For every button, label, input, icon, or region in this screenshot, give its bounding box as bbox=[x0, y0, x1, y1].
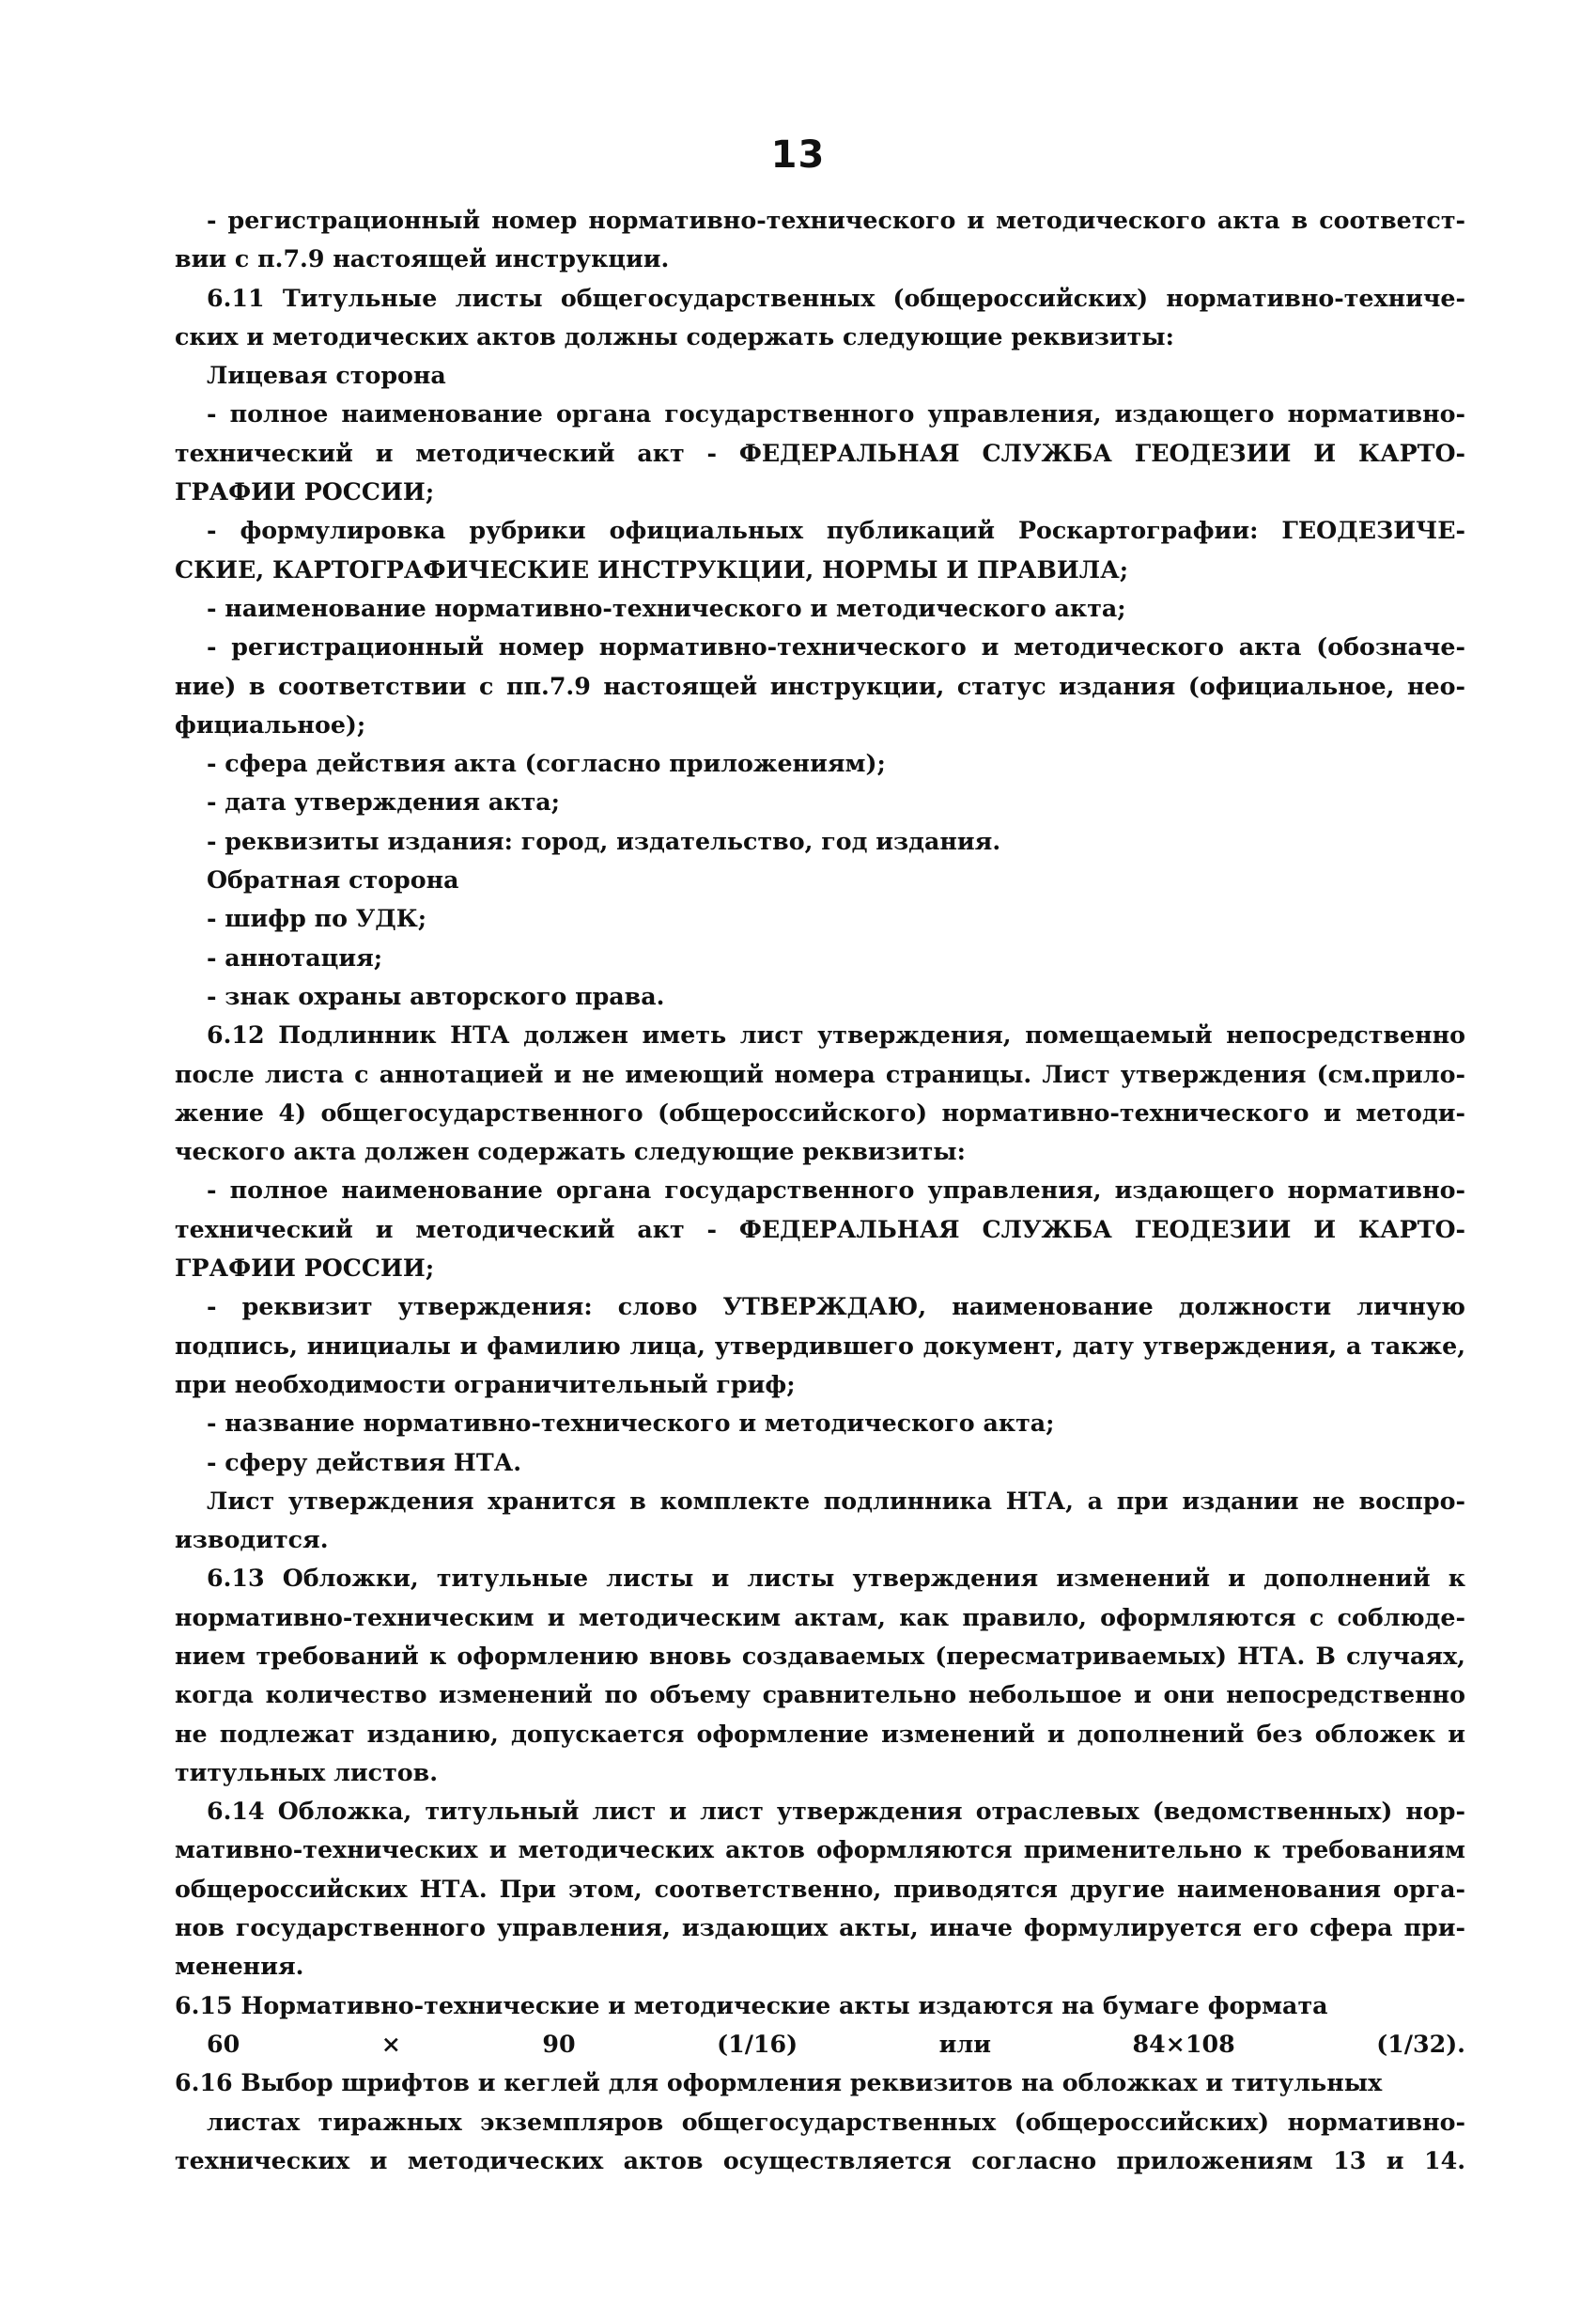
text-line: не подлежат изданию, допускается оформление изменений и дополнений без обложек и bbox=[175, 1719, 1465, 1748]
text-line: - наименование нормативно-технического и методического акта; bbox=[207, 593, 1126, 622]
text-line: жение 4) общегосударственного (общероссийского) нормативно-технического и методи- bbox=[175, 1098, 1465, 1127]
text-line: нормативно-техническим и методическим актам, как правило, оформляются с соблюде- bbox=[175, 1602, 1465, 1631]
text-line: Лицевая сторона bbox=[207, 361, 446, 390]
text-line: ГРАФИИ РОССИИ; bbox=[175, 1254, 435, 1283]
text-line: нием требований к оформлению вновь создаваемых (пересматриваемых) НТА. В случаях, bbox=[175, 1641, 1465, 1670]
text-line: подпись, инициалы и фамилию лица, утвердившего документ, дату утверждения, а также, bbox=[175, 1331, 1465, 1360]
text-line: технический и методический акт - ФЕДЕРАЛЬНАЯ СЛУЖБА ГЕОДЕЗИИ И КАРТО- bbox=[175, 438, 1465, 467]
text-line: - формулировка рубрики официальных публикаций Роскартографии: ГЕОДЕЗИЧЕ- bbox=[207, 516, 1465, 545]
text-line: Лист утверждения хранится в комплекте подлинника НТА, а при издании не воспро- bbox=[207, 1486, 1465, 1515]
text-line: листах тиражных экземпляров общегосударственных (общероссийских) нормативно- bbox=[207, 2107, 1465, 2136]
text-line: нов государственного управления, издающих акты, иначе формулируется его сфера при- bbox=[175, 1913, 1465, 1942]
text-line: - аннотация; bbox=[207, 942, 383, 972]
text-line: титульных листов. bbox=[175, 1757, 439, 1786]
text-line: ческого акта должен содержать следующие реквизиты: bbox=[175, 1137, 966, 1166]
text-line: - сфера действия акта (согласно приложениям); bbox=[207, 749, 886, 778]
text-line: технический и методический акт - ФЕДЕРАЛЬНАЯ СЛУЖБА ГЕОДЕЗИИ И КАРТО- bbox=[175, 1214, 1465, 1243]
text-line: ние) в соответствии с пп.7.9 настоящей инструкции, статус издания (официальное, нео- bbox=[175, 671, 1465, 700]
text-line: - регистрационный номер нормативно-технического и методического акта (обозначе- bbox=[207, 632, 1465, 662]
text-line: мативно-технических и методических актов оформляются применительно к требованиям bbox=[175, 1835, 1465, 1864]
text-line: 6.13 Обложки, титульные листы и листы утверждения изменений и дополнений к bbox=[207, 1564, 1465, 1593]
text-line: Обратная сторона bbox=[207, 865, 459, 895]
text-line: - полное наименование органа государственного управления, издающего нормативно- bbox=[207, 399, 1465, 428]
text-line: после листа с аннотацией и не имеющий номера страницы. Лист утверждения (см.прило- bbox=[175, 1059, 1465, 1088]
text-line: 6.15 Нормативно-технические и методические акты издаются на бумаге формата bbox=[175, 1990, 1328, 2019]
text-line: изводится. bbox=[175, 1525, 329, 1554]
text-line: 6.14 Обложка, титульный лист и лист утверждения отраслевых (ведомственных) нор- bbox=[207, 1797, 1465, 1826]
text-line: когда количество изменений по объему сравнительно небольшое и они непосредственно bbox=[175, 1680, 1465, 1709]
text-line: - знак охраны авторского права. bbox=[207, 981, 665, 1010]
text-line: 60 × 90 (1/16) или 84×108 (1/32). bbox=[207, 2029, 1465, 2058]
text-line: 6.11 Титульные листы общегосударственных (общероссийских) нормативно-техниче- bbox=[207, 283, 1465, 312]
text-line: - шифр по УДК; bbox=[207, 904, 427, 933]
text-line: СКИЕ, КАРТОГРАФИЧЕСКИЕ ИНСТРУКЦИИ, НОРМЫ И ПРАВИЛА; bbox=[175, 554, 1129, 584]
text-line: общероссийских НТА. При этом, соответственно, приводятся другие наименования орга- bbox=[175, 1874, 1465, 1903]
text-line: технических и методических актов осуществляется согласно приложениям 13 и 14. bbox=[175, 2145, 1465, 2174]
page-number: 13 bbox=[770, 133, 826, 177]
text-line: менения. bbox=[175, 1952, 304, 1981]
text-line: - реквизит утверждения: слово УТВЕРЖДАЮ, наименование должности личную bbox=[207, 1292, 1465, 1321]
text-line: при необходимости ограничительный гриф; bbox=[175, 1369, 796, 1398]
text-line: вии с п.7.9 настоящей инструкции. bbox=[175, 244, 670, 273]
document-body bbox=[175, 201, 1465, 2180]
text-line: ских и методических актов должны содержать следующие реквизиты: bbox=[175, 321, 1174, 350]
text-line: - полное наименование органа государственного управления, издающего нормативно- bbox=[207, 1176, 1465, 1205]
text-line: 6.16 Выбор шрифтов и кеглей для оформления реквизитов на обложках и титульных bbox=[175, 2068, 1383, 2097]
text-line: - регистрационный номер нормативно-технического и методического акта в соответст- bbox=[207, 206, 1465, 234]
text-line: - сферу действия НТА. bbox=[207, 1447, 522, 1476]
text-line: ГРАФИИ РОССИИ; bbox=[175, 477, 435, 506]
text-line: 6.12 Подлинник НТА должен иметь лист утверждения, помещаемый непосредственно bbox=[207, 1020, 1465, 1050]
text-line: - название нормативно-технического и методического акта; bbox=[207, 1409, 1055, 1438]
text-line: - дата утверждения акта; bbox=[207, 787, 560, 817]
text-line: фициальное); bbox=[175, 709, 366, 739]
text-line: - реквизиты издания: город, издательство, год издания. bbox=[207, 826, 1001, 855]
